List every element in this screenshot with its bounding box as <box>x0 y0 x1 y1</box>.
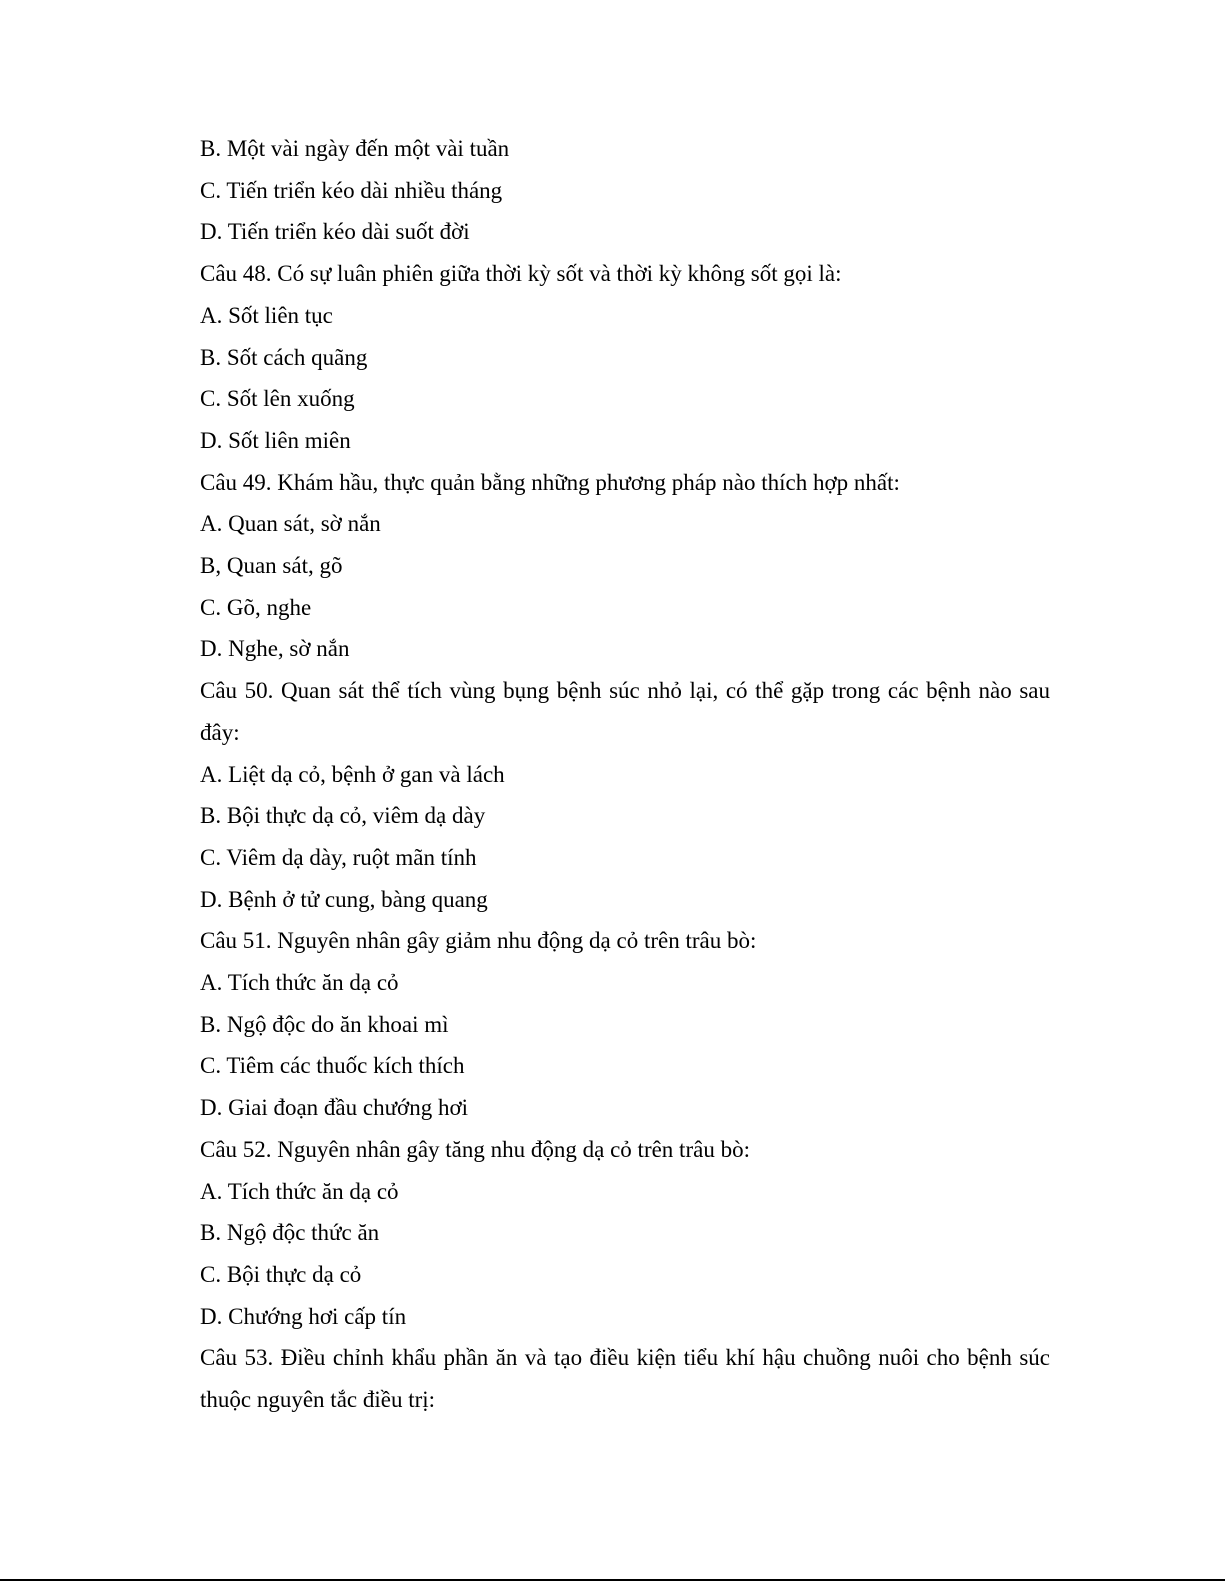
document-body <box>200 128 1050 1421</box>
question-53: Câu 53. Điều chỉnh khẩu phần ăn và tạo điều kiện tiểu khí hậu chuồng nuôi cho bệnh súc thuộc nguyên tắc điều trị: <box>200 1345 1050 1413</box>
answer-option: D. Giai đoạn đầu chướng hơi <box>200 1095 469 1121</box>
answer-option: A. Tích thức ăn dạ cỏ <box>200 970 399 996</box>
answer-option: C. Bội thực dạ cỏ <box>200 1261 362 1287</box>
answer-option: D. Chướng hơi cấp tín <box>200 1303 407 1329</box>
answer-option: C. Tiến triển kéo dài nhiều tháng <box>200 177 503 203</box>
answer-option: B. Sốt cách quãng <box>200 344 368 370</box>
answer-option: C. Gõ, nghe <box>200 594 312 620</box>
answer-option: A. Sốt liên tục <box>200 302 333 328</box>
bottom-rule <box>0 1579 1225 1581</box>
question-52: Câu 52. Nguyên nhân gây tăng nhu động dạ cỏ trên trâu bò: <box>200 1136 750 1162</box>
answer-option: B. Ngộ độc thức ăn <box>200 1220 380 1246</box>
question-50: Câu 50. Quan sát thể tích vùng bụng bệnh súc nhỏ lại, có thể gặp trong các bệnh nào sau đây: <box>200 678 1050 745</box>
answer-option: B. Một vài ngày đến một vài tuần <box>200 136 510 161</box>
answer-option: B. Ngộ độc do ăn khoai mì <box>200 1011 449 1037</box>
answer-option: D. Sốt liên miên <box>200 427 351 453</box>
question-49: Câu 49. Khám hầu, thực quản bằng những phương pháp nào thích hợp nhất: <box>200 469 900 495</box>
answer-option: D. Tiến triển kéo dài suốt đời <box>200 219 470 245</box>
answer-option: C. Tiêm các thuốc kích thích <box>200 1053 465 1079</box>
answer-option: B, Quan sát, gõ <box>200 553 343 579</box>
question-48: Câu 48. Có sự luân phiên giữa thời kỳ sốt và thời kỳ không sốt gọi là: <box>200 261 842 287</box>
answer-option: B. Bội thực dạ cỏ, viêm dạ dày <box>200 803 486 829</box>
answer-option: A. Liệt dạ cỏ, bệnh ở gan và lách <box>200 761 505 787</box>
answer-option: A. Tích thức ăn dạ cỏ <box>200 1178 399 1204</box>
answer-option: C. Viêm dạ dày, ruột mãn tính <box>200 844 477 870</box>
answer-option: D. Bệnh ở tử cung, bàng quang <box>200 886 488 912</box>
answer-option: C. Sốt lên xuống <box>200 386 355 412</box>
question-51: Câu 51. Nguyên nhân gây giảm nhu động dạ cỏ trên trâu bò: <box>200 928 757 954</box>
answer-option: A. Quan sát, sờ nắn <box>200 511 381 537</box>
answer-option: D. Nghe, sờ nắn <box>200 636 350 662</box>
